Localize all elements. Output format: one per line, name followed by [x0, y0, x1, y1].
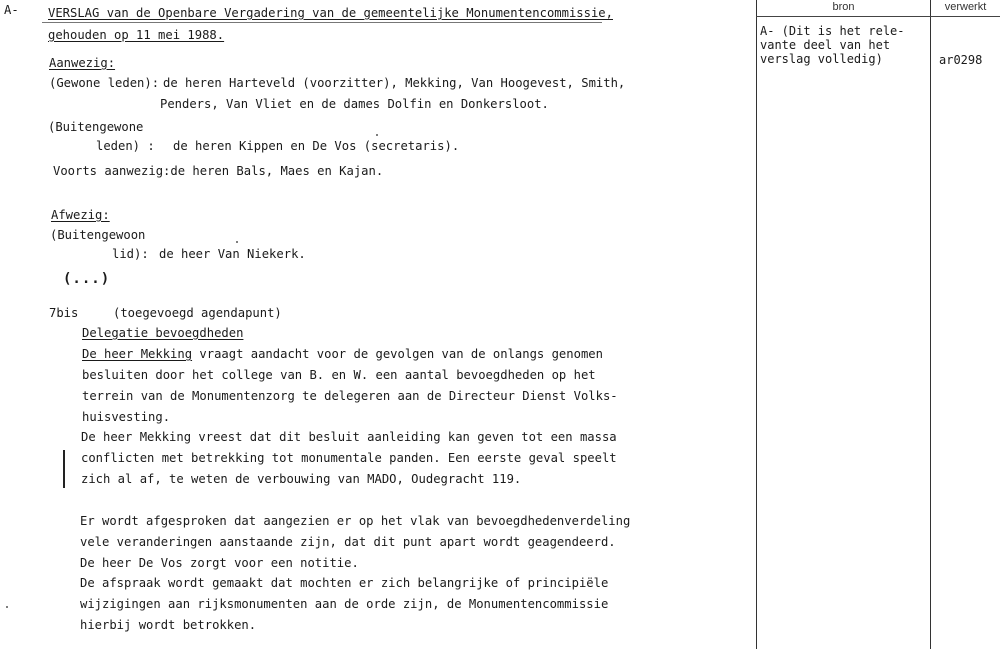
document-date: gehouden op 11 mei 1988.: [48, 28, 225, 42]
absent-heading: Afwezig:: [51, 208, 110, 222]
para2-line1: De heer Mekking vreest dat dit besluit aanleiding kan geven tot een massa: [81, 430, 617, 444]
bron-note-line2: vante deel van het: [760, 38, 891, 52]
verwerkt-column-header: verwerkt: [944, 1, 987, 13]
document-title: VERSLAG van de Openbare Vergadering van de gemeentelijke Monumentencommissie,: [48, 6, 613, 20]
present-heading: Aanwezig:: [49, 56, 116, 70]
item-number: 7bis: [49, 306, 79, 320]
para4-line2: wijzigingen aan rijksmonumenten aan de orde zijn, de Monumentencommissie: [80, 597, 609, 611]
para2-line2: conflicten met betrekking tot monumentale panden. Een eerste geval speelt: [81, 451, 617, 465]
bron-note-line1: A- (Dit is het rele-: [760, 24, 905, 38]
extra-members-label-line2: leden) :: [96, 139, 155, 153]
sidebar-column-divider: [930, 0, 931, 649]
item-subject: Delegatie bevoegdheden: [82, 326, 244, 340]
sidebar-header-rule: [756, 16, 1000, 17]
para1-line4: huisvesting.: [82, 410, 171, 424]
scan-speck: [6, 606, 8, 608]
para1-line1: [82, 347, 603, 361]
bron-column-header: bron: [832, 1, 855, 13]
absent-label-line1: (Buitengewoon: [50, 228, 146, 242]
extra-members: de heren Kippen en De Vos (secretaris).: [173, 139, 460, 153]
extra-members-label-line1: (Buitengewone: [48, 120, 144, 134]
regular-members-line2: Penders, Van Vliet en de dames Dolfin en Donkersloot.: [160, 97, 549, 111]
header-rule: [42, 22, 602, 23]
para3-line1: Er wordt afgesproken dat aangezien er op het vlak van bevoegdhedenverdeling: [80, 514, 631, 528]
bron-note-line3: verslag volledig): [760, 52, 883, 66]
para4-line3: hierbij wordt betrokken.: [80, 618, 257, 632]
also-present: Voorts aanwezig:de heren Bals, Maes en Kajan.: [53, 164, 384, 178]
regular-members-line1: de heren Harteveld (voorzitter), Mekking, Van Hoogevest, Smith,: [163, 76, 626, 90]
absent-member: de heer Van Niekerk.: [159, 247, 306, 261]
omission-marker: (...): [63, 271, 111, 287]
scan-speck: [236, 241, 238, 243]
regular-members-label: (Gewone leden):: [49, 76, 160, 90]
absent-label-line2: lid):: [112, 247, 149, 261]
margin-change-bar: [63, 450, 65, 488]
margin-marker: A-: [4, 3, 19, 17]
verwerkt-value: ar0298: [939, 53, 983, 67]
para3-line3: De heer De Vos zorgt voor een notitie.: [80, 556, 359, 570]
para3-line2: vele veranderingen aanstaande zijn, dat dit punt apart wordt geagendeerd.: [80, 535, 616, 549]
item-note: (toegevoegd agendapunt): [113, 306, 282, 320]
sidebar-left-border: [756, 0, 757, 649]
para1-line3: terrein van de Monumentenzorg te delegeren aan de Directeur Dienst Volks-: [82, 389, 618, 403]
para4-line1: De afspraak wordt gemaakt dat mochten er zich belangrijke of principiële: [80, 576, 609, 590]
para2-line3: zich al af, te weten de verbouwing van MADO, Oudegracht 119.: [81, 472, 522, 486]
scan-speck: [376, 134, 378, 136]
para1-line2: besluiten door het college van B. en W. een aantal bevoegdheden op het: [82, 368, 596, 382]
para1-line1-text: vraagt aandacht voor de gevolgen van de onlangs genomen: [192, 347, 603, 361]
speaker-name: De heer Mekking: [82, 347, 193, 361]
